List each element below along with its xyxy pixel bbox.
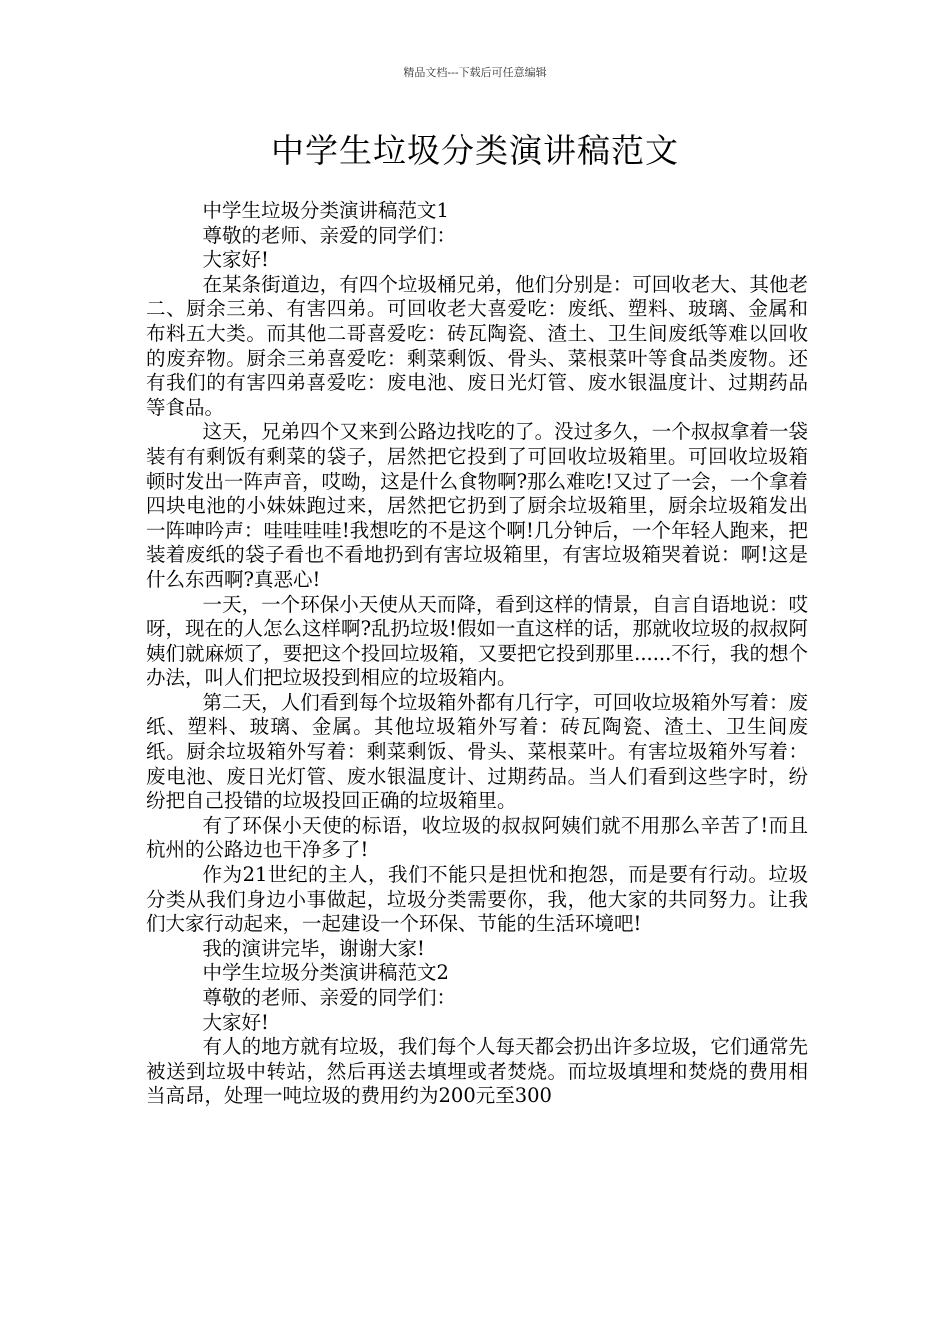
paragraph-greeting: 大家好! (202, 1010, 269, 1034)
page-title: 中学生垃圾分类演讲稿范文 (271, 131, 679, 170)
paragraph-heading-2: 中学生垃圾分类演讲稿范文2 (202, 961, 449, 985)
paragraph-greeting: 大家好! (202, 248, 269, 272)
paragraph: 有了环保小天使的标语，收垃圾的叔叔阿姨们就不用那么辛苦了!而且杭州的公路边也干净多了! (146, 813, 808, 862)
paragraph-heading-1: 中学生垃圾分类演讲稿范文1 (202, 199, 449, 222)
paragraph: 这天，兄弟四个又来到公路边找吃的了。没过多久，一个叔叔拿着一袋装有有剩饭有剩菜的袋子，居然把它投到了可回收垃圾箱里。可回收垃圾箱顿时发出一阵声音，哎呦，这是什么食物啊?那么难吃!又过了一会，一个拿着四块电池的小妹妹跑过来，居然把它扔到了厨余垃圾箱里，厨余垃圾箱发出一阵呻吟声：哇哇哇哇!我想吃的不是这个啊!几分钟后，一个年轻人跑来，把装着废纸的袋子看也不看地扔到有害垃圾箱里，有害垃圾箱哭着说：啊!这是什么东西啊?真恶心! (146, 420, 808, 591)
paragraph-salutation: 尊敬的老师、亲爱的同学们： (202, 223, 457, 247)
document-body (146, 199, 808, 1109)
paragraph: 作为21世纪的主人，我们不能只是担忧和抱怨，而是要有行动。垃圾分类从我们身边小事做起，垃圾分类需要你，我，他大家的共同努力。让我们大家行动起来，一起建设一个环保、节能的生活环境吧! (146, 863, 808, 936)
paragraph-salutation: 尊敬的老师、亲爱的同学们： (202, 986, 457, 1009)
paragraph: 第二天，人们看到每个垃圾箱外都有几行字，可回收垃圾箱外写着：废纸、塑料、玻璃、金属。其他垃圾箱外写着：砖瓦陶瓷、渣土、卫生间废纸。厨余垃圾箱外写着：剩菜剩饭、骨头、菜根菜叶。有害垃圾箱外写着：废电池、废日光灯管、废水银温度计、过期药品。当人们看到这些字时，纷纷把自己投错的垃圾投回正确的垃圾箱里。 (146, 690, 808, 813)
page-header: 精品文档---下载后可任意编辑 (403, 66, 547, 79)
paragraph: 有人的地方就有垃圾，我们每个人每天都会扔出许多垃圾，它们通常先被送到垃圾中转站，然后再送去填埋或者焚烧。而垃圾填埋和焚烧的费用相当高昂，处理一吨垃圾的费用约为200元至300 (146, 1035, 808, 1108)
paragraph: 在某条街道边，有四个垃圾桶兄弟，他们分别是：可回收老大、其他老二、厨余三弟、有害四弟。可回收老大喜爱吃：废纸、塑料、玻璃、金属和布料五大类。而其他二哥喜爱吃：砖瓦陶瓷、渣土、卫生间废纸等难以回收的废弃物。厨余三弟喜爱吃：剩菜剩饭、骨头、菜根菜叶等食品类废物。还有我们的有害四弟喜爱吃：废电池、废日光灯管、废水银温度计、过期药品等食品。 (146, 272, 808, 419)
paragraph: 一天，一个环保小天使从天而降，看到这样的情景，自言自语地说：哎呀，现在的人怎么这样啊?乱扔垃圾!假如一直这样的话，那就收垃圾的叔叔阿姨们就麻烦了，要把这个投回垃圾箱，又要把它投到那里......不行，我的想个办法，叫人们把垃圾投到相应的垃圾箱内。 (146, 592, 808, 690)
paragraph-closing: 我的演讲完毕，谢谢大家! (202, 936, 425, 960)
